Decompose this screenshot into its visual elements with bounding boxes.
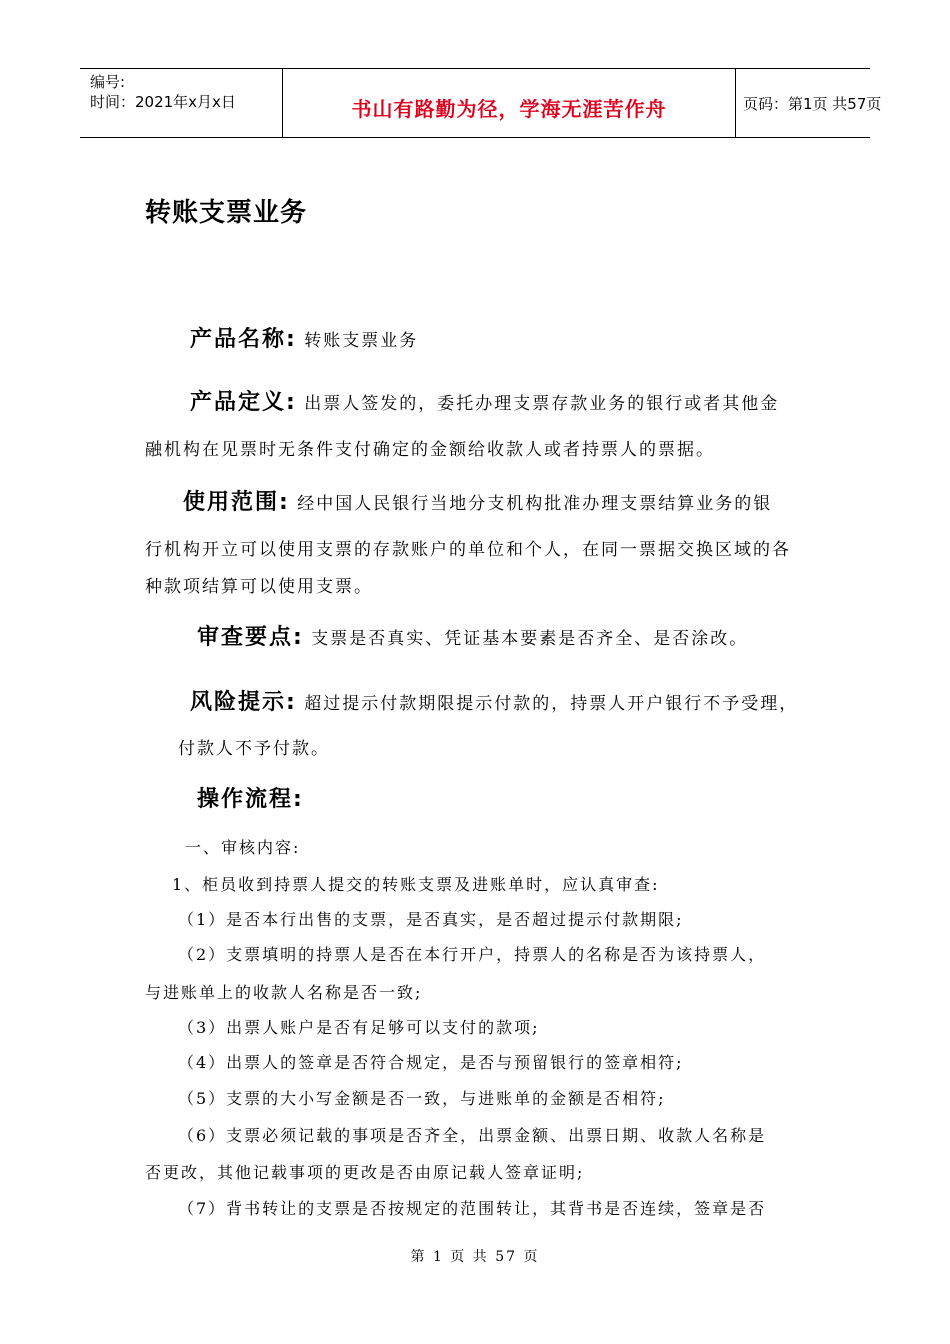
product-name-label: 产品名称: xyxy=(190,327,297,352)
header-motto-cell xyxy=(282,69,736,137)
page-info: 页码：第1页 共57页 xyxy=(743,95,882,113)
usage-scope-line3: 种款项结算可以使用支票。 xyxy=(145,577,373,597)
usage-scope-label: 使用范围: xyxy=(183,490,290,515)
motto-text: 书山有路勤为径，学海无涯苦作舟 xyxy=(351,97,667,121)
operation-flow-row xyxy=(197,782,304,813)
page-footer: 第 1 页 共 57 页 xyxy=(410,1249,540,1265)
risk-tips-row xyxy=(190,685,798,716)
body-line: （7）背书转让的支票是否按规定的范围转让，其背书是否连续，签章是否 xyxy=(178,1199,767,1218)
usage-scope-line2: 行机构开立可以使用支票的存款账户的单位和个人，在同一票据交换区域的各 xyxy=(145,540,791,560)
body-line: （4）出票人的签章是否符合规定，是否与预留银行的签章相符; xyxy=(178,1053,684,1072)
body-line: （5）支票的大小写金额是否一致，与进账单的金额是否相符; xyxy=(178,1089,666,1108)
product-name-text: 转账支票业务 xyxy=(304,331,419,351)
header-page-cell xyxy=(735,69,882,137)
review-points-row xyxy=(197,620,748,651)
time-label: 时间：2021年x月x日 xyxy=(90,93,236,111)
header-meta-cell xyxy=(80,69,282,137)
body-line: （3）出票人账户是否有足够可以支付的款项; xyxy=(178,1018,540,1037)
body-line: 一、审核内容: xyxy=(185,838,301,857)
body-line: 与进账单上的收款人名称是否一致; xyxy=(145,983,423,1002)
product-def-line2: 融机构在见票时无条件支付确定的金额给收款人或者持票人的票据。 xyxy=(145,440,715,460)
product-def-label: 产品定义: xyxy=(190,390,297,415)
review-points-label: 审查要点: xyxy=(197,625,304,650)
body-line: （2）支票填明的持票人是否在本行开户，持票人的名称是否为该持票人， xyxy=(178,945,767,964)
document-title: 转账支票业务 xyxy=(145,198,308,228)
operation-flow-label: 操作流程: xyxy=(197,787,304,812)
risk-tips-line1: 超过提示付款期限提示付款的，持票人开户银行不予受理， xyxy=(304,694,799,714)
usage-scope-line1: 经中国人民银行当地分支机构批准办理支票结算业务的银 xyxy=(297,494,773,514)
page-header xyxy=(80,68,882,138)
review-points-text: 支票是否真实、凭证基本要素是否齐全、是否涂改。 xyxy=(311,629,749,649)
body-line: 1、柜员收到持票人提交的转账支票及进账单时，应认真审查: xyxy=(172,875,660,894)
product-def-line1: 出票人签发的，委托办理支票存款业务的银行或者其他金 xyxy=(304,394,780,414)
product-name-row xyxy=(190,322,418,353)
usage-scope-row xyxy=(183,485,772,516)
product-def-row xyxy=(190,385,779,416)
body-line: 否更改，其他记载事项的更改是否由原记载人签章证明; xyxy=(145,1163,585,1182)
risk-tips-line2: 付款人不予付款。 xyxy=(178,739,330,759)
risk-tips-label: 风险提示: xyxy=(190,690,297,715)
number-label: 编号: xyxy=(90,73,126,91)
body-line: （1）是否本行出售的支票，是否真实，是否超过提示付款期限; xyxy=(178,910,684,929)
body-line: （6）支票必须记载的事项是否齐全，出票金额、出票日期、收款人名称是 xyxy=(178,1126,767,1145)
